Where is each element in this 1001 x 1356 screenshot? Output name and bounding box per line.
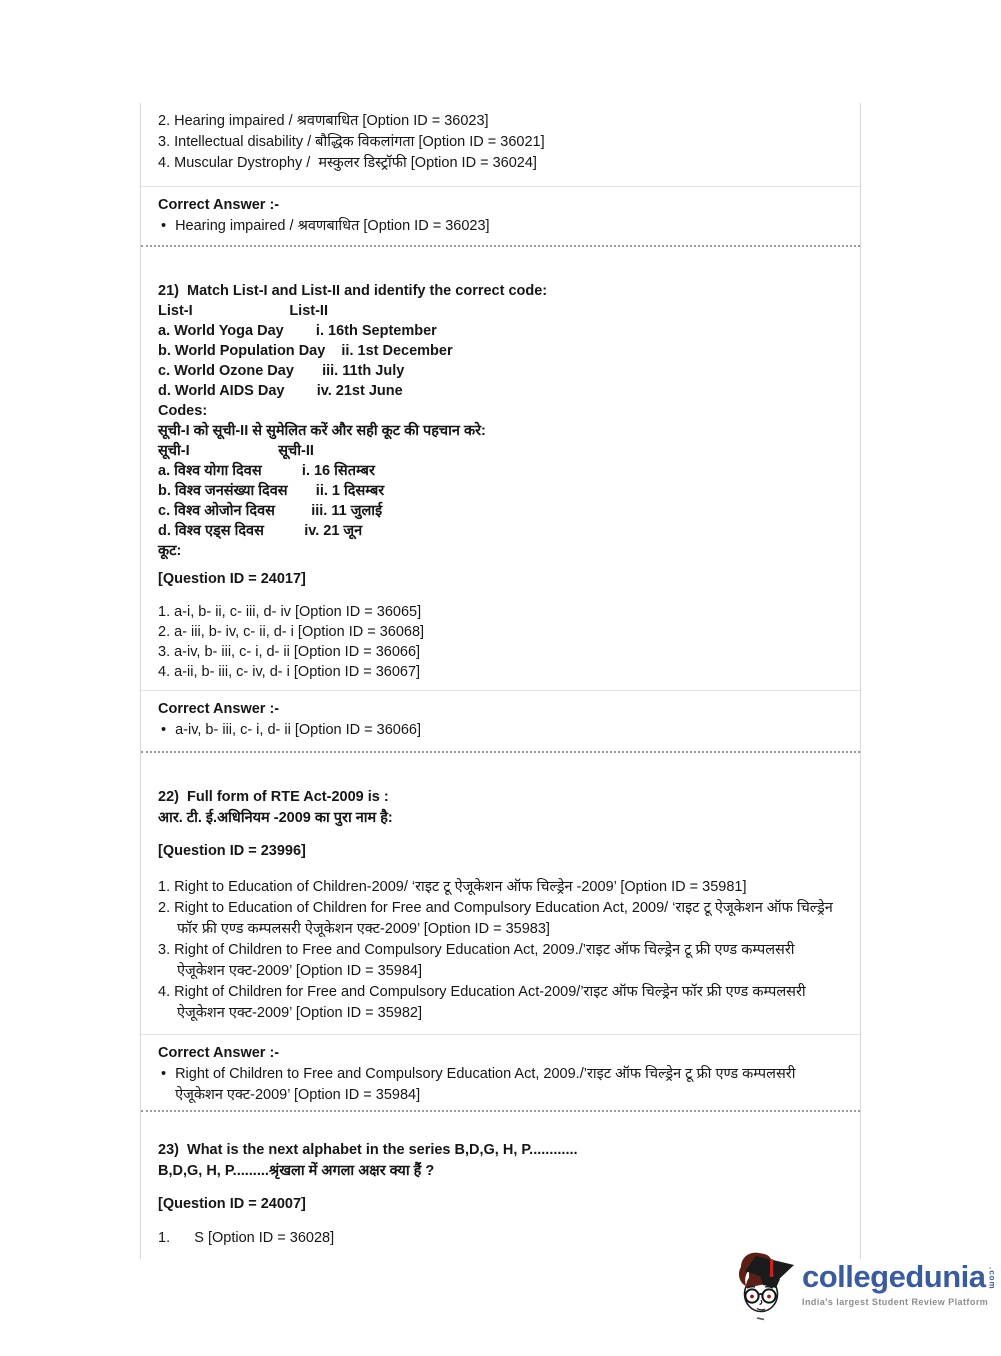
spacer <box>158 247 840 281</box>
q22-correct-answer-section <box>158 1043 840 1106</box>
spacer <box>158 1215 840 1228</box>
list-row-hindi: b. विश्व जनसंख्या दिवस ii. 1 दिसम्बर <box>158 483 385 499</box>
list-row-hindi: a. विश्व योगा दिवस i. 16 सितम्बर <box>158 463 375 479</box>
brand-tagline: India's largest Student Review Platform <box>802 1297 989 1307</box>
option-line: 4. a-ii, b- iii, c- iv, d- i [Option ID = 36067] <box>158 664 421 680</box>
spacer <box>158 862 840 877</box>
option-line: 2. Hearing impaired / श्रवणबाधित [Option ID = 36023] <box>158 113 489 129</box>
spacer <box>158 682 840 690</box>
list-row: b. World Population Day ii. 1st December <box>158 343 453 359</box>
list-row-hindi: सूची-I सूची-II <box>158 443 314 459</box>
section-divider <box>141 186 860 187</box>
collegedunia-logo <box>735 1244 996 1324</box>
question-heading: 21) Match List-I and List-II and identify the correct code: <box>158 283 548 299</box>
question-heading: 22) Full form of RTE Act-2009 is : <box>158 789 389 805</box>
correct-answer-heading: Correct Answer :- <box>158 197 280 213</box>
brand-tld: .com <box>987 1267 997 1290</box>
option-line: 3. Right of Children to Free and Compulsory Education Act, 2009./’राइट ऑफ चिल्ड्रेन टू फ्री एण्ड कम्पलसरी ऐजूकेशन एक्ट-2009’ [Option ID = 35984] <box>158 942 799 979</box>
spacer <box>158 590 840 602</box>
q20-correct-answer-section <box>158 195 840 237</box>
question-id: [Question ID = 24007] <box>158 1196 306 1212</box>
spacer <box>158 1112 840 1140</box>
list-row-hindi: c. विश्व ओजोन दिवस iii. 11 जुलाई <box>158 503 383 519</box>
correct-answer-heading: Correct Answer :- <box>158 1045 280 1061</box>
option-line: 1. Right to Education of Children-2009/ ‘राइट टू ऐजूकेशन ऑफ चिल्ड्रेन -2009’ [Option ID = 35981] <box>158 879 747 895</box>
q20-options-section <box>158 111 840 174</box>
option-line: 4. Right of Children for Free and Compulsory Education Act-2009/’राइट ऑफ चिल्ड्रेन फॉर फ्री एण्ड कम्पलसरी ऐजूकेशन एक्ट-2009’ [Option ID = 35982] <box>158 984 810 1021</box>
spacer <box>158 1182 840 1194</box>
question-heading-hindi: सूची-I को सूची-II से सुमेलित करें और सही कूट की पहचान करे: <box>158 423 486 439</box>
q22-section <box>158 787 840 1024</box>
list-row: a. World Yoga Day i. 16th September <box>158 323 437 339</box>
option-line: 2. Right to Education of Children for Free and Compulsory Education Act, 2009/ ‘राइट टू ऐजूकेशन ऑफ चिल्ड्रेन फॉर फ्री एण्ड कम्पलसरी ऐजूकेशन एक्ट-2009’ [Option ID = 35983] <box>158 900 837 937</box>
q21-section <box>158 281 840 561</box>
option-line: 2. a- iii, b- iv, c- ii, d- i [Option ID = 36068] <box>158 624 425 640</box>
q21-options-section <box>158 602 840 682</box>
question-id: [Question ID = 23996] <box>158 843 306 859</box>
graduate-mascot-icon <box>735 1244 799 1324</box>
koot-label: कूट: <box>158 543 182 559</box>
correct-answer-item: • Hearing impaired / श्रवणबाधित [Option ID = 36023] <box>158 216 840 237</box>
question-paper-panel <box>140 103 861 1259</box>
list-row: List-I List-II <box>158 303 328 319</box>
option-line: 1. S [Option ID = 36028] <box>158 1230 335 1246</box>
spacer <box>158 561 840 569</box>
option-line: 3. a-iv, b- iii, c- i, d- ii [Option ID = 36066] <box>158 644 421 660</box>
brand-text: collegedunia <box>802 1259 986 1294</box>
option-line: 3. Intellectual disability / बौद्धिक विकलांगता [Option ID = 36021] <box>158 134 545 150</box>
option-line: 4. Muscular Dystrophy / मस्कुलर डिस्ट्रॉफी [Option ID = 36024] <box>158 155 537 171</box>
list-row: c. World Ozone Day iii. 11th July <box>158 363 405 379</box>
q21-correct-answer-section <box>158 699 840 741</box>
question-id: [Question ID = 24017] <box>158 571 306 587</box>
spacer <box>158 1024 840 1034</box>
q23-section <box>158 1140 840 1249</box>
spacer <box>158 753 840 787</box>
list-row-hindi: d. विश्व एड्स दिवस iv. 21 जून <box>158 523 363 539</box>
spacer <box>158 237 840 245</box>
spacer <box>158 829 840 841</box>
question-heading-hindi: आर. टी. ई.अधिनियम -2009 का पुरा नाम है: <box>158 810 393 826</box>
section-divider <box>141 1034 860 1035</box>
option-line: 1. a-i, b- ii, c- iii, d- iv [Option ID = 36065] <box>158 604 422 620</box>
spacer <box>158 174 840 186</box>
question-heading: 23) What is the next alphabet in the series B,D,G, H, P............ <box>158 1142 578 1158</box>
logo-text <box>802 1260 996 1307</box>
brand-row <box>802 1260 996 1293</box>
correct-answer-heading: Correct Answer :- <box>158 701 280 717</box>
spacer <box>158 741 840 751</box>
correct-answer-item: • a-iv, b- iii, c- i, d- ii [Option ID = 36066] <box>158 720 840 741</box>
question-heading-hindi: B,D,G, H, P.........श्रृंखला में अगला अक्षर क्या हैं ? <box>158 1163 435 1179</box>
correct-answer-item: • Right of Children to Free and Compulsory Education Act, 2009./’राइट ऑफ चिल्ड्रेन टू फ्री एण्ड कम्पलसरी ऐजूकेशन एक्ट-2009’ [Option ID = 35984] <box>158 1064 840 1106</box>
section-divider <box>141 690 860 691</box>
codes-label: Codes: <box>158 403 208 419</box>
list-row: d. World AIDS Day iv. 21st June <box>158 383 403 399</box>
